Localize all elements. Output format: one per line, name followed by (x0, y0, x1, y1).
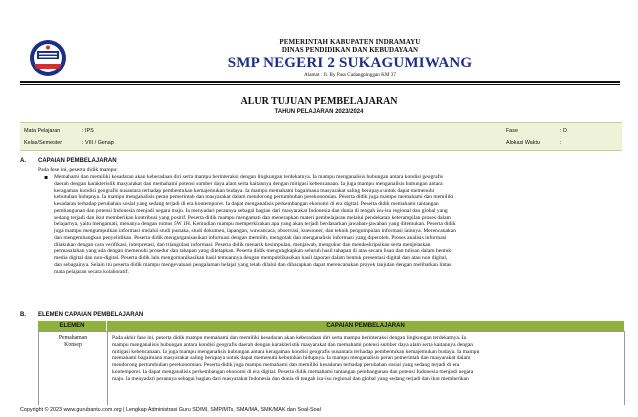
text-line: Memahami dan memiliki kesadaran akan keberadaan diri serta mampu berinteraksi dengan lingkungan terdekatnya. Ia mampu menganalisis hubungan antara kondisi geografis (54, 174, 444, 180)
text-line: mampu menganalisis hubungan antara kondisi geografis daerah dengan karakteristik masyarakat dan memahami potensi sumber daya alam serta kaitannya dengan (112, 341, 474, 348)
text-line: Pada akhir fase ini, peserta didik mampu memahami dan memiliki kesadaran akan keberadaan diri serta mampu berinteraksi dengan lingkungan terdekatnya. Ia (112, 335, 466, 341)
column-header-element: ELEMEN (38, 321, 107, 331)
text-line: pembangunan dan potensi Indonesia menjadi negara maju. Ia menyadari perannya sebagai bagian dari masyarakat Indonesia dan dunia di tengah isu-isu regional dan global yang (54, 207, 448, 214)
achievement-text (112, 335, 620, 382)
text-line: media digital dan non-digital. Peserta didik lalu mengomunikasikan hasil temuannya dengan mempublikasikan hasil laporan dalam bentuk presentasi digital dan atau non digital, (54, 255, 448, 261)
document-title: ALUR TUJUAN PEMBELAJARAN (240, 96, 398, 107)
subject-info-box (20, 122, 622, 151)
section-a-body (54, 174, 620, 275)
text-line: kontemporer. Ia dapat menganalisis perkembangan ekonomi di era digital. Peserta didik memahami tantangan pembangunan dan potensi Indonesia menjadi negara (112, 368, 474, 375)
text-line: memahami bagaimana masyarakat saling berupaya untuk dapat memenuhi kebutuhan hidupnya. Ia mampu menganalisis peran pemerintah dan masyarakat dalam (112, 355, 471, 362)
element-name (39, 335, 107, 349)
bullet-icon: ▪ (44, 174, 49, 181)
header-department: DINAS PENDIDIKAN DAN KEBUDAYAAN (281, 46, 419, 54)
achievement-cell (107, 331, 625, 411)
text-line: dilakukan dengan cara verifikasi, interpretasi, dan triangulasi informasi. Peserta didik menarik kesimpulan, menjawab, mengukur dan mendeskripsikan serta menjelaskan (54, 241, 431, 248)
text-line: maju. Ia menyadari perannya sebagai bagian dari masyarakat Indonesia dan dunia di tengah isu-isu regional dan global yang sedang terjadi dan ikut memberikan (112, 375, 469, 382)
header-government: PEMERINTAH KABUPATEN INDRAMAYU (279, 38, 421, 46)
header-divider (20, 81, 620, 83)
text-line: kesadaran terhadap perubahan sosial yang sedang terjadi di era kontemporer. Ia dapat menganalisis perkembangan ekonomi di era digital. Peserta didik memahami tantangan (54, 201, 439, 207)
section-b-heading: ELEMEN CAPAIAN PEMBELAJARAN (38, 312, 144, 318)
text-line: keragaman kondisi geografis nusantara terhadap pembentukan kemajemukan budaya. Ia mampu memahami bagaimana masyarakat saling berupaya untuk dapat memenuhi (54, 187, 435, 194)
subject-label: Mata Pelajaran (24, 128, 61, 134)
text-line: kebutuhan hidupnya. Ia mampu menganalisis peran pemerintah dan masyarakat dalam mendorong pertumbuhan perekonomian. Peserta didik juga mampu memahami dan memiliki (54, 194, 454, 201)
element-name-line: Pemahaman (58, 335, 88, 341)
text-line: mitigasi kebencanaan. Ia juga mampu menganalisis hubungan antara keragaman kondisi geografis nusantara terhadap pembentukan kemajemukan budaya. Ia mampu (112, 348, 480, 355)
text-line: mata pelajaran secara kolaboratif. (54, 268, 129, 275)
text-line: dan mengembangkan penyelidikan. Peserta didik mengorganisasikan informasi dengan memilih, mengolah dan menganalisis informasi yang diperoleh. Proses analisis informasi (54, 234, 447, 241)
section-b-letter: B. (20, 312, 26, 318)
phase-value: : D (560, 128, 567, 134)
time-allocation-label: Alokasi Waktu (506, 140, 540, 146)
section-a-lead: Pada fese ini, peserta didik mampu: (38, 167, 118, 173)
text-line: mendorong pertumbuhan perekonomian. Peserta didik juga mampu memahami dan memiliki kesadaran terhadap perubahan sosial yang sedang terjadi di era (112, 362, 460, 368)
section-a-letter: A. (20, 158, 26, 164)
school-name: SMP NEGERI 2 SUKAGUMIWANG (227, 55, 473, 71)
footer-copyright: Copyright © 2023 www.gurubantu.com.org | Lengkap Administrasi Guru SD/MI, SMP/MTs, SMA/MA, SMK/MAK dan Soal-Soal (20, 407, 321, 413)
element-cell (38, 331, 108, 411)
element-name-line: Konsep (64, 342, 82, 348)
footer (0, 405, 638, 417)
text-line: permasalahan yang ada dengan memenuhi prosedur dan tahapan yang ditetapkan. Peserta didik mengungkapkan seluruh hasil tahapan di atas secara lisan dan tulisan dalam bentuk (54, 248, 452, 255)
text-line: sedang terjadi dan ikut memberikan kontribusi yang positif. Peserta didik mampu mengamati dan menerapkan materi pembelajaran melalui pendekatan keterampilan proses dalam (54, 214, 451, 221)
school-address: Alamat : Jl. By Pass Cadangpinggan KM 37 (304, 72, 396, 78)
time-allocation-value: : (560, 140, 562, 146)
phase-label: Fase (506, 128, 518, 134)
text-line: belajarnya, yaitu mengamati, menanya dengan rumus 5W 1H. Kemudian mampu memperkirakan apa yang akan terjadi berdasarkan jawaban-jawaban yang ditemukan. Peserta didik (54, 221, 456, 228)
header-divider-thin (20, 84, 620, 85)
section-a-heading: CAPAIAN PEMBELAJARAN (38, 158, 117, 164)
text-line: dan sebagainya. Selain itu peserta didik mampu mengevaluasi pengalaman belajar yang telah dilalui dan diharapkan dapat merencanakan proyek lanjutan dengan melibatkan lintas (54, 261, 452, 268)
text-line: daerah dengan karakteristik masyarakat dan memahami potensi sumber daya alam serta kaitannya dengan mitigasi kebencanaan. Ia juga mampu menganalisis hubungan antara (54, 180, 443, 187)
academic-year: TAHUN PELAJARAN 2023/2024 (274, 109, 364, 115)
subject-value: : IPS (82, 128, 94, 134)
class-value: : VIII / Genap (82, 140, 114, 146)
class-label: Kelas/Semester (24, 140, 63, 146)
elements-table (20, 321, 624, 409)
school-logo (28, 38, 68, 78)
column-header-achievement: CAPAIAN PEMBELAJARAN (107, 321, 624, 331)
text-line: juga mampu mengumpulkan informasi melalui studi pustaka, studi dokumen, lapangan, wawancara, observasi, kuesioner, dan teknik pengumpulan informasi lainnya. Merencanakan (54, 228, 456, 234)
